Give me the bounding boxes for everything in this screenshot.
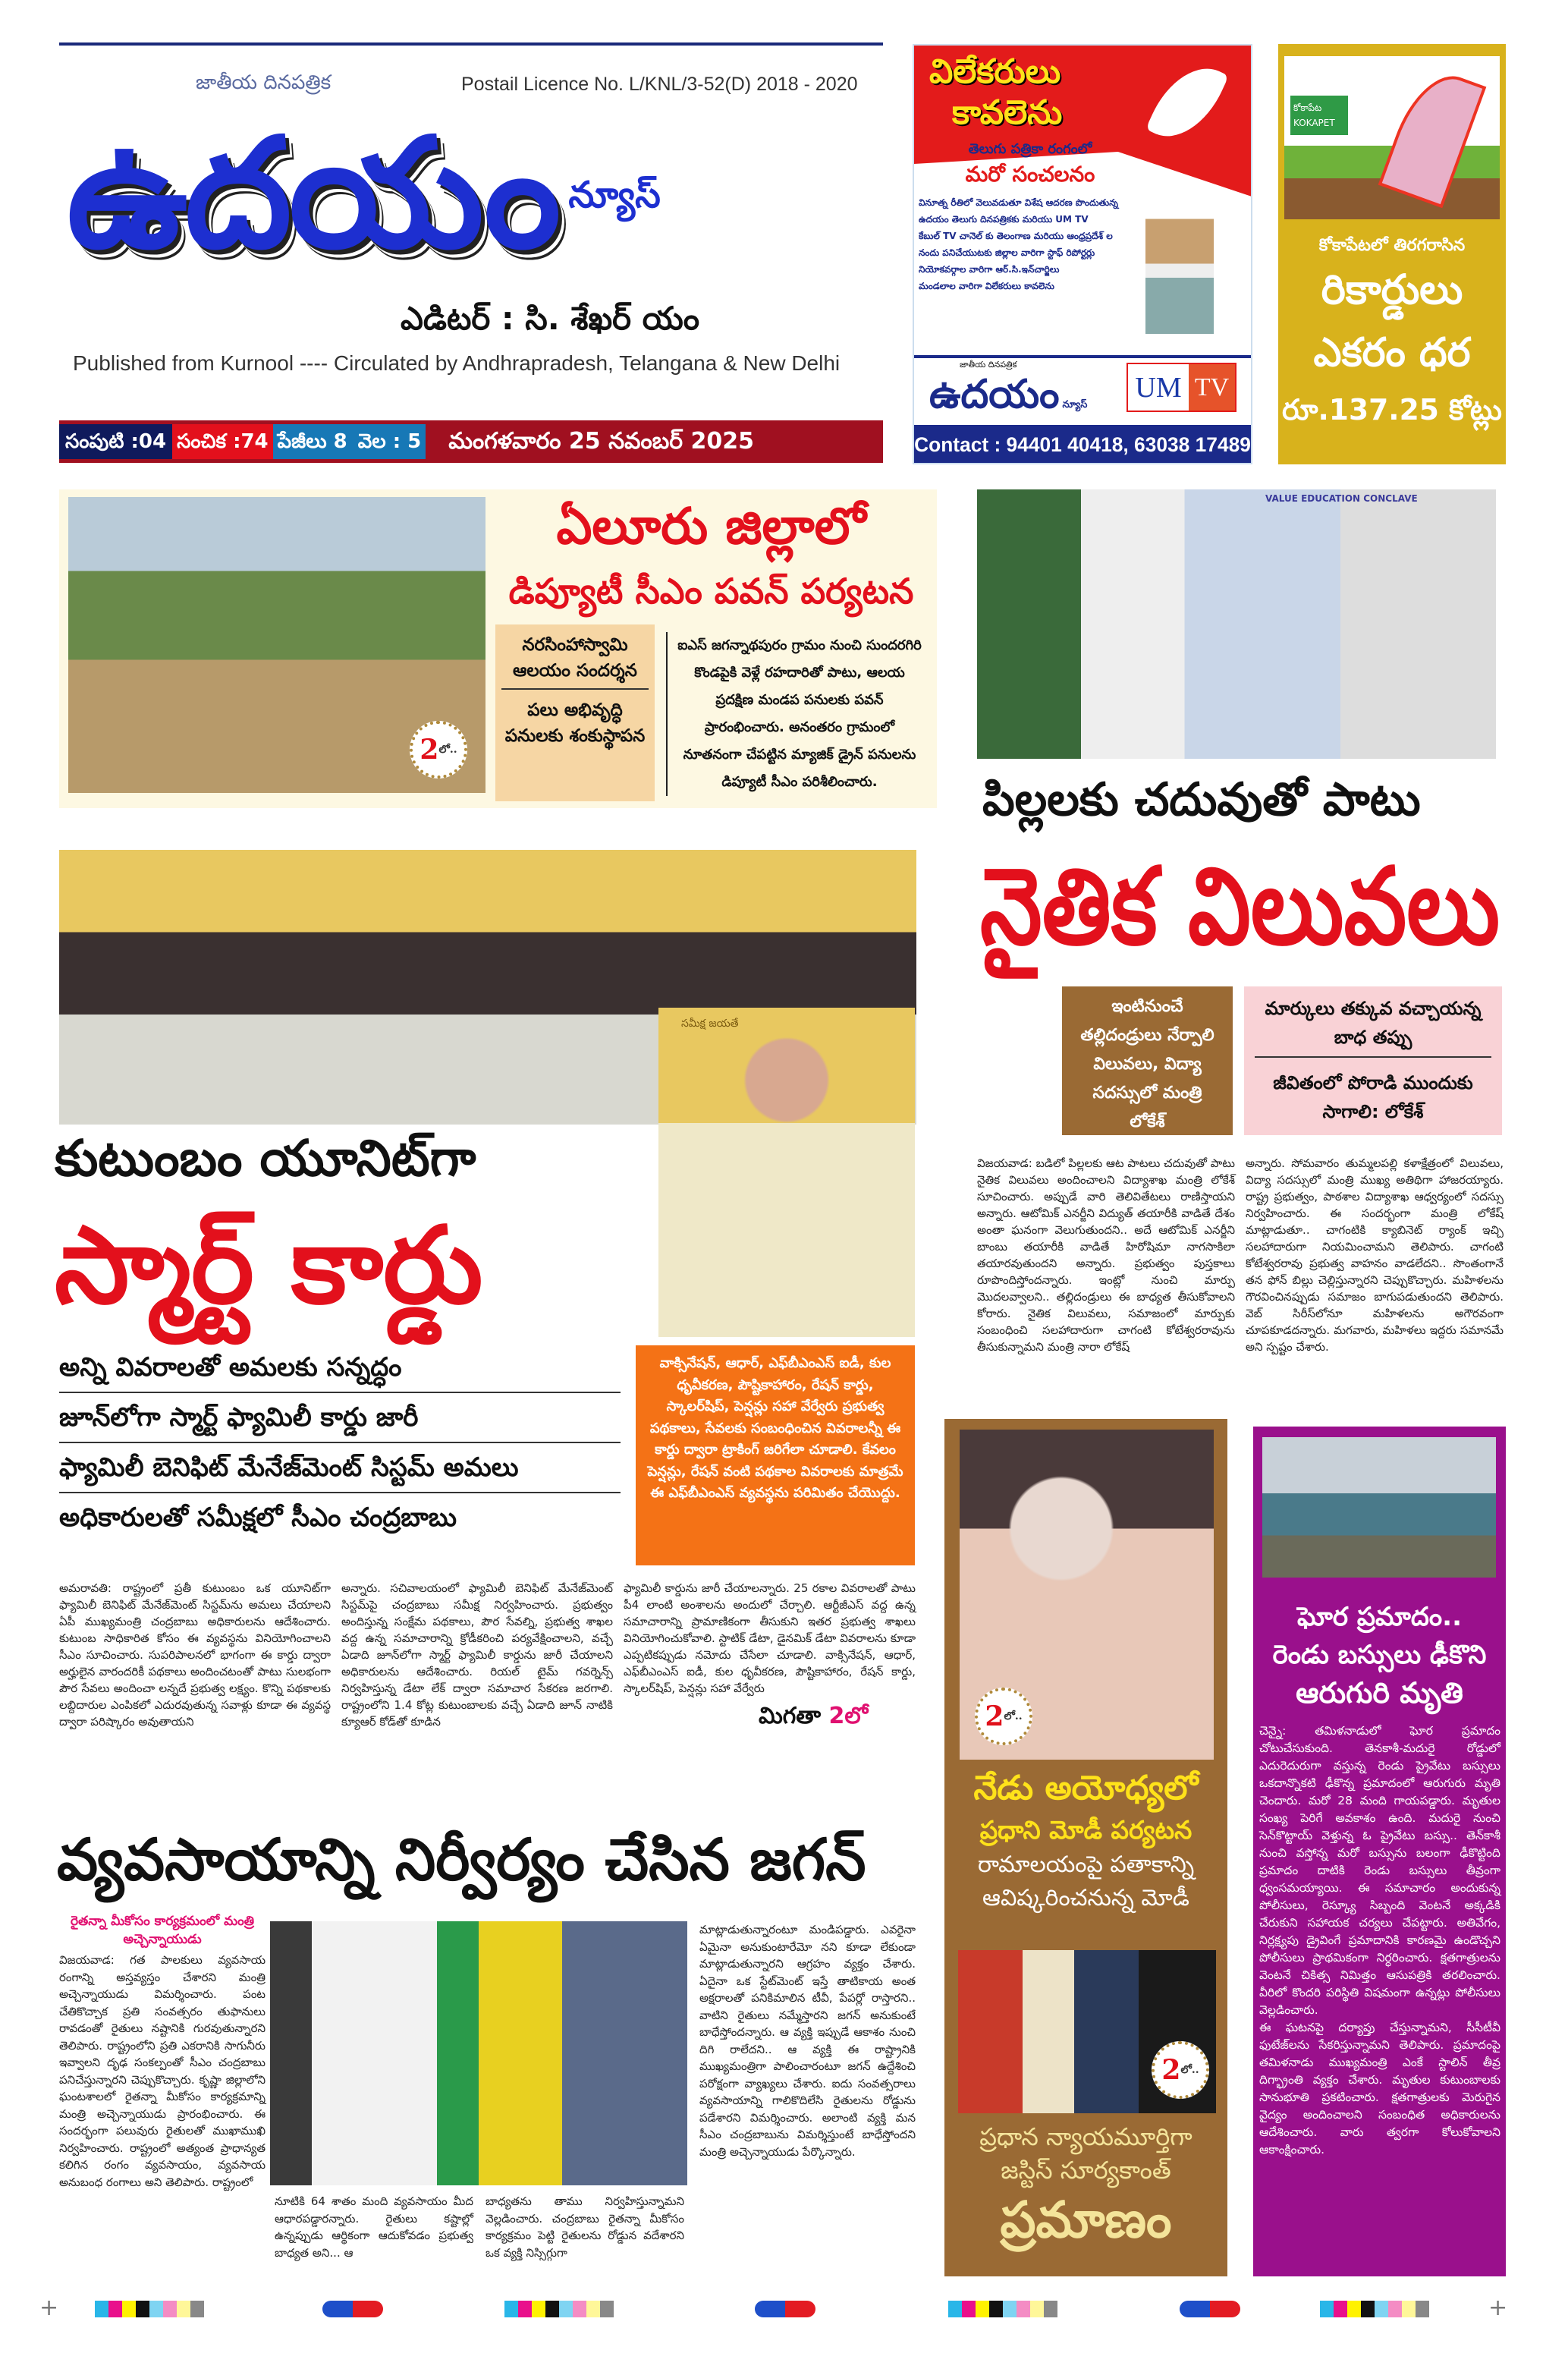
ad-reporters-wanted: విలేకరులు కావలెను తెలుగు పత్రికా రంగంలో మరో సంచలనం వినూత్న రీతిలో వెలువడుతూ విశేష ఆదరణ పొందుతున్న ఉదయం తెలుగు దినపత్రికకు మరియు UM TV కేబుల్ TV చానెల్ కు తెలంగాణ మరియు ఆంధ్రప్రదేశ్ ల నందు పనిచేయుటకు జిల్లాల వారిగా స్టాఫ్ రిపోర్టర్లు నియోకవర్గాల వారిగా ఆర్.సి.ఇన్‌చార్జిలు మండలాల వారిగా విలేకరులు కావలెను జాతీయ దినపత్రిక ఉదయం న్యూస్ UM TV Contact : 94401 40418, 63038 17489 (913, 44, 1252, 464)
rising-arrow-icon (1378, 64, 1487, 209)
masthead-tagline: జాతీయ దినపత్రిక (196, 71, 332, 94)
bus-accident-column (1253, 1427, 1506, 2276)
pawan-story (59, 489, 937, 808)
ad-body: వినూత్న రీతిలో వెలువడుతూ విశేష ఆదరణ పొందుతున్న ఉదయం తెలుగు దినపత్రికకు మరియు UM TV కేబుల్ TV చానెల్ కు తెలంగాణ మరియు ఆంధ్రప్రదేశ్ ల నందు పనిచేయుటకు జిల్లాల వారిగా స్టాఫ్ రిపోర్టర్లు నియోకవర్గాల వారిగా ఆర్.సి.ఇన్‌చార్జిలు మండలాల వారిగా విలేకరులు కావలెను (919, 197, 1119, 291)
smartcard-kicker: కుటుంబం యూనిట్‌గా (55, 1129, 476, 1188)
issue-date: మంగళవారం 25 నవంబర్ 2025 (448, 428, 754, 455)
bus-body: చెన్నై: తమిళనాడులో ఘోర ప్రమాదం చోటుచేసుకుంది. తెనకాశీ-మదురై రోడ్డులో ఎదురెదురుగా వస్తున్న రెండు ప్రైవేటు బస్సులు ఒకదాన్నొకటి ఢీకొన్న ప్రమాదంలో ఆరుగురు మృతి చెందారు. మరో 28 మంది గాయపడ్డారు. మృతుల సంఖ్య పెరిగే అవకాశం ఉంది. మదురై నుంచి సెన్‌కొట్టాయ్ వెళ్తున్న ఓ ప్రైవేటు బస్సు.. తెన్‌కాశీ నుంచి వస్తోన్న మరో బస్సును బలంగా ఢీకొట్టింది ప్రమాదం దాటికి రెండు బస్సులు తీవ్రంగా ధ్వంసమయ్యాయి. ఈ సమాచారం అందుకున్న పోలీసులు, రెస్క్యూ సిబ్బంది వెంటనే అక్కడికి చేరుకుని సహాయక చర్యలు చేపట్టారు. అతివేగం, నిర్లక్ష్యపు డ్రైవింగే ప్రమాదానికి కారణమై ఉండొచ్చని పోలీసులు ప్రాథమికంగా నిర్ధరించారు. క్షతగాత్రులను వెంటనే చికిత్స నిమిత్తం ఆసుపత్రికి తరలించారు. వీరిలో కొందరి పరిస్థితి విషమంగా ఉన్నట్లు పోలీసులు వెల్లడించారు. ఈ ఘటనపై దర్యాప్తు చేస్తున్నామని, సీసీటీవీ ఫుటేజ్‌లను సేకరిస్తున్నామని తెలిపారు. ప్రమాదంపై తమిళనాడు ముఖ్యమంత్రి ఎంకే స్టాలిన్ తీవ్ర దిగ్భ్రాంతి వ్యక్తం చేశారు. మృతుల కుటుంబాలకు సానుభూతి ప్రకటించారు. క్షతగాత్రులకు మెరుగైన వైద్యం అందించాలని సంబంధిత అధికారులను ఆదేశించారు. వారు త్వరగా కోలుకోవాలని ఆకాంక్షించారు. (1259, 1724, 1500, 2157)
pawan-headline-2: డిప్యూటీ సీఎం పవన్ పర్యటన (508, 571, 914, 612)
lokesh-kicker: పిల్లలకు చదువుతో పాటు (982, 773, 1421, 826)
top-rule (59, 42, 883, 46)
smartcard-body-col1: అమరావతి: రాష్ట్రంలో ప్రతీ కుటుంబం ఒక యూనిట్‌గా ఫ్యామిలీ బెనిఫిట్ మేనేజ్‌మెంట్ సిస్టమ్‌ను అమలు చేయాలని ఏపీ ముఖ్యమంత్రి చంద్రబాబు అధికారులను ఆదేశించారు. కుటుంబ సాధికారిత కోసం ఈ వ్యవస్థను వినియోగించాలని సీఎం సూచించారు. సుపరిపాలనలో భాగంగా ఈ కార్డు ద్వారా అర్హులైన వారందరికీ పథకాలు అందించటంతో పాటు సులభంగా పౌర సేవలు అందించా లన్నదే ప్రభుత్వ లక్ష్యం. కొన్ని పథకాలకు లబ్దిదారుల ఎంపికలో ఎదురవుతున్న సవాళ్లు కూడా ఈ వ్యవస్థ ద్వారా పరిష్కారం అవుతాయని (59, 1581, 331, 1729)
volume: సంపుటి :04 (59, 424, 172, 459)
modi-headlines (949, 1765, 1223, 1915)
page2-badge: 2 లో.. (975, 1688, 1032, 1745)
ad-line1: తెలుగు పత్రికా రంగంలో (968, 141, 1092, 157)
editor-line: ఎడిటర్ : సి. శేఖర్ యం (401, 300, 700, 337)
agri-body-col3: బాధ్యతను తాము నిర్వహిస్తున్నామని వెల్లడించారు. చంద్రబాబు రైతన్నా మీకోసం కార్యక్రమం పెట్టి రైతులను రోడ్డున వదేశారని ఒక వ్యక్తి నిస్సిగ్గుగా (485, 2194, 684, 2260)
masthead (59, 42, 883, 464)
smartcard-info-box: వాక్సినేషన్, ఆధార్, ఎఫ్‌బీఎంఎస్ ఐడీ, కుల ధృవీకరణ, పౌష్టికాహారం, రేషన్ కార్డు, స్కాలర్‌షిప్, పెన్షన్లు సహా వేర్వేరు ప్రభుత్వ పథకాలు, సేవలకు సంబంధించిన వివరాలన్నీ ఈ కార్డు ద్వారా ట్రాకింగ్ జరిగేలా చూడాలి. కేవలం పెన్షన్లు, రేషన్ వంటి పథకాల వివరాలకు మాత్రమే ఈ ఎఫ్‌బీఎంఎస్ వ్యవస్థను పరిమితం చేయొద్దు. (636, 1345, 915, 1565)
kokapet-sign: కోకాపేట KOKAPET (1289, 94, 1350, 137)
ad-kokapet: కోకాపేట KOKAPET కోకాపేటలో తిరగరాసిన రికార్డులు ఎకరం ధర రూ.137.25 కోట్లు (1278, 44, 1506, 464)
agri-body-col1: విజయవాడ: గత పాలకులు వ్యవసాయ రంగాన్ని అస్తవ్యస్తం చేశారని మంత్రి అచ్చెన్నాయుడు విమర్శించారు. పంట చేతికొచ్చాక ప్రతి సంవత్సరం తుఫానులు రావడంతో రైతులు నష్టానికి గురవుతున్నారని తెలిపారు. రాష్ట్రంలోని ప్రతి ఎకరానికి సాగునీరు ఇవ్వాలని దృఢ సంకల్పంతో సీఎం చంద్రబాబు పనిచేస్తున్నారని చెప్పుకొచ్చారు. కృష్ణా జిల్లాలోని ఘంటశాలలో రైతన్నా మీకోసం కార్యక్రమాన్ని మంత్రి అచ్చెన్నాయుడు ప్రారంభించారు. ఈ సందర్భంగా పలువురు రైతులతో ముఖాముఖి నిర్వహించారు. రాష్ట్రంలో అత్యంత ప్రాధాన్యత కలిగిన రంగం వ్యవసాయం, వ్యవసాయ అనుబంధ రంగాలు అని తెలిపారు. రాష్ట్రంలో (59, 1953, 266, 2189)
modi-headline-2: ప్రధాని మోడీ పర్యటన (979, 1815, 1192, 1845)
kokapet-land-photo (1284, 56, 1500, 219)
smartcard-headline: స్మార్ట్ కార్డు (55, 1204, 483, 1328)
page-count: పేజీలు 8 (277, 430, 347, 453)
bus-accident-photo (1262, 1437, 1496, 1578)
smartcard-body-col3: ఫ్యామిలీ కార్డును జారీ చేయాలన్నారు. 25 రకాల వివరాలతో పాటు పీ4 లాంటి అంశాలను అందులో చేర్చాలి. ఆర్టీజీఎస్ వద్ద ఉన్న సమాచారాన్ని ప్రామాణికంగా తీసుకుని ఇతర ప్రభుత్వ శాఖలు వినియోగించుకోవాలి. స్టాటిక్ డేటా, డైనమిక్ డేటా వివరాలను కూడా ఎప్పటికప్పుడు నమోదు చేసేలా చూడాలి. వాక్సినేషన్, ఆధార్, ఎఫ్‌బీఎంఎస్ ఐడీ, కుల ధృవీకరణ, పౌష్టికాహారం, రేషన్ కార్డు, స్కాలర్‌షిప్, పెన్షన్లు సహా వేర్వేరు (624, 1581, 916, 1695)
lokesh-body-col2: అన్నారు. సోమవారం తుమ్మలపల్లి కళాక్షేత్రంలో విలువలు, విద్యా సదస్సులో మంత్రి ముఖ్య అతిథిగా హాజరయ్యారు. రాష్ట్ర ప్రభుత్వం, పాఠశాల విద్యాశాఖ ఆధ్వర్యంలో సదస్సు నిర్వహించారు. ఈ సందర్భంగా మంత్రి లోకేష్ మాట్లాడుతూ.. చాగంటికి క్యాబినెట్ ర్యాంక్ ఇచ్చి సలహాదారుగా నియమించామని తెలిపారు. చాగంటి కోటేశ్వరరావు ప్రభుత్వ వాహనం వాడలేదని.. సొంతంగానే తన ఫోన్ బిల్లు చెల్లిస్తున్నారని చెప్పుకొచ్చారు. మహిళలను గౌరవించినప్పుడు సమాజం బాగుపడుతుందని తెలిపారు. వెబ్ సిరీస్‌లోనూ మహిళలను అగౌరవంగా చూపకూడదన్నారు. మగవారు, మహిళలు ఇద్దరు సమానమే అని స్పష్టం చేశారు. (1246, 1156, 1504, 1354)
issue-strip (59, 420, 883, 463)
pawan-summary: ఐఎస్ జగన్నాథపురం గ్రామం నుంచి సుందరగిరి కొండపైకి వెళ్లే రహదారితో పాటు, ఆలయ ప్రదక్షిణ మండప పనులకు పవన్ ప్రారంభించారు. అనంతరం గ్రామంలో నూతనంగా చేపట్టిన మ్యాజిక్ డ్రైన్ పనులను డిప్యూటీ సీఎం పరిశీలించారు. (666, 632, 924, 796)
agri-subhead: రైతన్నా మీకోసం కార్యక్రమంలో మంత్రి అచ్చెన్నాయుడు (70, 1914, 255, 1947)
published-line: Published from Kurnool ---- Circulated by Andhrapradesh, Telangana & New Delhi (73, 351, 841, 375)
agri-headline: వ్యవసాయాన్ని నిర్వీర్యం చేసిన జగన్ (57, 1826, 866, 1893)
cji-headlines (949, 2120, 1223, 2254)
newspaper-logo: ఉదయం న్యూస్ (67, 105, 661, 282)
cji-headline-3: ప్రమాణం (1000, 2191, 1172, 2249)
lokesh-box-2: మార్కులు తక్కువ వచ్చాయన్న బాధ తప్పు జీవితంలో పోరాడి ముందుకు సాగాలి: లోకేశ్ (1244, 986, 1502, 1135)
pawan-village-photo (68, 497, 485, 793)
bus-headline: ఘోర ప్రమాదం.. రెండు బస్సులు ఢీకొని ఆరుగురి మృతి (1272, 1602, 1487, 1710)
color-pill (1180, 2301, 1240, 2317)
pawan-highlight-box: నరసింహాస్వామి ఆలయం సందర్శన పలు అభివృద్ధి పనులకు శంకుస్థాపన (495, 624, 655, 801)
price: వెల : 5 (357, 430, 422, 453)
agri-col1-block (59, 1912, 266, 2191)
ad-title: విలేకరులు కావలెను (929, 52, 1063, 132)
cji-headline-2: జస్టిస్ సూర్యకాంత్ (1001, 2156, 1171, 2185)
cji-headline-1: ప్రధాన న్యాయమూర్తిగా (979, 2122, 1192, 2151)
modi-aarti-photo (960, 1430, 1214, 1760)
color-pill (755, 2301, 815, 2317)
color-bar (504, 2301, 614, 2317)
postal-licence: Postail Licence No. L/KNL/3-52(D) 2018 - 2020 (461, 74, 858, 95)
smartcard-subheads: అన్ని వివరాలతో అమలకు సన్నద్ధం జూన్‌లోగా స్మార్ట్ ఫ్యామిలీ కార్డు జారీ ఫ్యామిలీ బెనిఫిట్ మేనేజ్‌మెంట్ సిస్టమ్ అమలు అధికారులతో సమీక్షలో సీఎం చంద్రబాబు (59, 1343, 621, 1542)
pawan-headline-1: ఏలూరు జిల్లాలో (556, 497, 866, 555)
page2-badge: 2 లో.. (410, 721, 467, 779)
modi-headline-1: నేడు అయోధ్యలో (973, 1769, 1199, 1807)
agri-body-col4: మాట్లాడుతున్నారంటూ మండిపడ్డారు. ఎవరైనా ఏమైనా అనుకుంటారేమో నని కూడా లేకుండా మాట్లాడుతున్నారని ఆగ్రహం వ్యక్తం చేశారు. ఏదైనా ఒక స్టేట్‌మెంట్ ఇస్తే తాటికాయ అంత అక్షరాలతో పనికిమాలిన టీవీ, పేపర్లో రాస్తారని.. వాటిని రైతులు నమ్మేస్తారని జగన్ అనుకుంటే బాధేస్తోందన్నారు. ఆ వ్యక్తి ఇప్పుడే ఆకాశం నుంచి దిగి రాలేదని.. ఆ వ్యక్తి ఈ రాష్ట్రానికి ముఖ్యమంత్రిగా పాలించారంటూ జగన్ ఉద్దేశించి పరోక్షంగా వ్యాఖ్యలు చేశారు. ఐదు సంవత్సరాలు వ్యవసాయాన్ని గాలికొదిలేసి రైతులను రోడ్డును పడేశారని విమర్శించారు. అలాంటి వ్యక్తి మన సీఎం చంద్రబాబును విమర్శిస్తుంటే బాధేస్తోందని మంత్రి అచ్చెన్నాయుడు పేర్కొన్నారు. (699, 1923, 916, 2159)
ad-text-block (919, 140, 1142, 294)
color-bar (95, 2301, 204, 2317)
lokesh-event-photo: VALUE EDUCATION CONCLAVE (977, 489, 1496, 759)
color-bar (1320, 2301, 1429, 2317)
ad-udayam-logo: ఉదయం న్యూస్ (929, 372, 1088, 417)
smartcard-col3-block (624, 1580, 916, 1732)
modi-headline-3: రామాలయంపై పతాకాన్ని ఆవిష్కరించనున్న మోడీ (977, 1851, 1195, 1911)
newspaper-thumbnail (1145, 193, 1214, 334)
lokesh-box-1: ఇంటినుంచే తల్లిదండ్రులు నేర్పాలి విలువలు, విద్యా సదస్సులో మంత్రి లోకేశ్ (1062, 986, 1233, 1135)
agri-body-col2: నూటికి 64 శాతం మంది వ్యవసాయం మీద ఆధారపడ్డారన్నారు. రైతులు కష్టాల్లో ఉన్నప్పుడు ఆర్థికంగా ఆదుకోవడం ప్రభుత్వ బాధ్యత అని... ఆ (275, 2194, 473, 2260)
color-pill (322, 2301, 383, 2317)
registration-mark: + (39, 2295, 59, 2321)
page2-badge: 2 లో.. (1152, 2041, 1209, 2099)
umtv-logo: UM TV (1127, 363, 1236, 412)
lokesh-headline: నైతిక విలువలు (980, 845, 1500, 969)
chandrababu-portrait: సమీక్ష జయతే (658, 1008, 915, 1337)
lokesh-body-col1: విజయవాడ: బడిలో పిల్లలకు ఆట పాటలు చదువుతో పాటు నైతిక విలువలు అందించాలని విద్యాశాఖ మంత్రి లోకేశ్ సూచించారు. అప్పుడే వారి తెలివితేటలు రాణిస్తాయని అన్నారు. ఆటోమిక్ ఎనర్జీని విద్యుత్ తయారీకి వాడితే దేశం అంతా ఘనంగా వెలుగుతుందని.. అదే ఆటోమిక్ ఎనర్జీని బాంబు తయారీకి వాడితే హిరోషిమా నాగసాకిలా తయారవుతుందని అన్నారు. ప్రభుత్వం పుస్తకాలు రూపొందిస్తోందన్నారు. ఇంట్లో నుంచి మార్పు మొదలవ్వాలని.. తల్లిదండ్రులు ఈ బాధ్యత తీసుకోవాలని కోరారు. నైతిక విలువలు, సమాజంలో మార్పుకు సంబంధించి సలహాదారుగా చాగంటి కోటేశ్వరరావును తీసుకున్నామని మంత్రి నారా లోకేష్ (977, 1156, 1235, 1354)
registration-mark: + (1488, 2295, 1508, 2321)
modi-cji-column (944, 1419, 1227, 2276)
color-bar (948, 2301, 1057, 2317)
continued-on-page2[interactable]: మిగతా 2లో (759, 1703, 869, 1729)
cji-oath-photo (958, 1950, 1216, 2113)
issue-number: సంచిక :74 (172, 424, 273, 459)
ad-line2: మరో సంచలనం (965, 162, 1095, 187)
ad-contact: Contact : 94401 40418, 63038 17489 (914, 425, 1251, 464)
minister-farmers-photo (270, 1921, 687, 2185)
smartcard-body-col2: అన్నారు. సచివాలయంలో ఫ్యామిలీ బెనిఫిట్ మేనేజ్‌మెంట్ సిస్టమ్‌పై చంద్రబాబు సమీక్ష నిర్వహించారు. ప్రభుత్వం అందిస్తున్న సంక్షేమ పథకాలు, పౌర సేవల్ని, ప్రభుత్వ శాఖల వద్ద ఉన్న సమాచారాన్ని క్రోడీకరించి పర్యవేక్షించాలని, వచ్చే ఏడాది జూన్‌లోగా స్మార్ట్ ఫ్యామిలీ కార్డును జారీ చేయాలని అధికారులను ఆదేశించారు. రియల్ టైమ్ గవర్నెన్స్ నిర్వహిస్తున్న డేటా లేక్ ద్వారా సమాచార సేకరణ జరగాలి. రాష్ట్రంలోని 1.4 కోట్ల కుటుంబాలకు వచ్చే ఏడాది జూన్ నాటికి క్యూఆర్ కోడ్‌తో కూడిన (341, 1581, 613, 1729)
